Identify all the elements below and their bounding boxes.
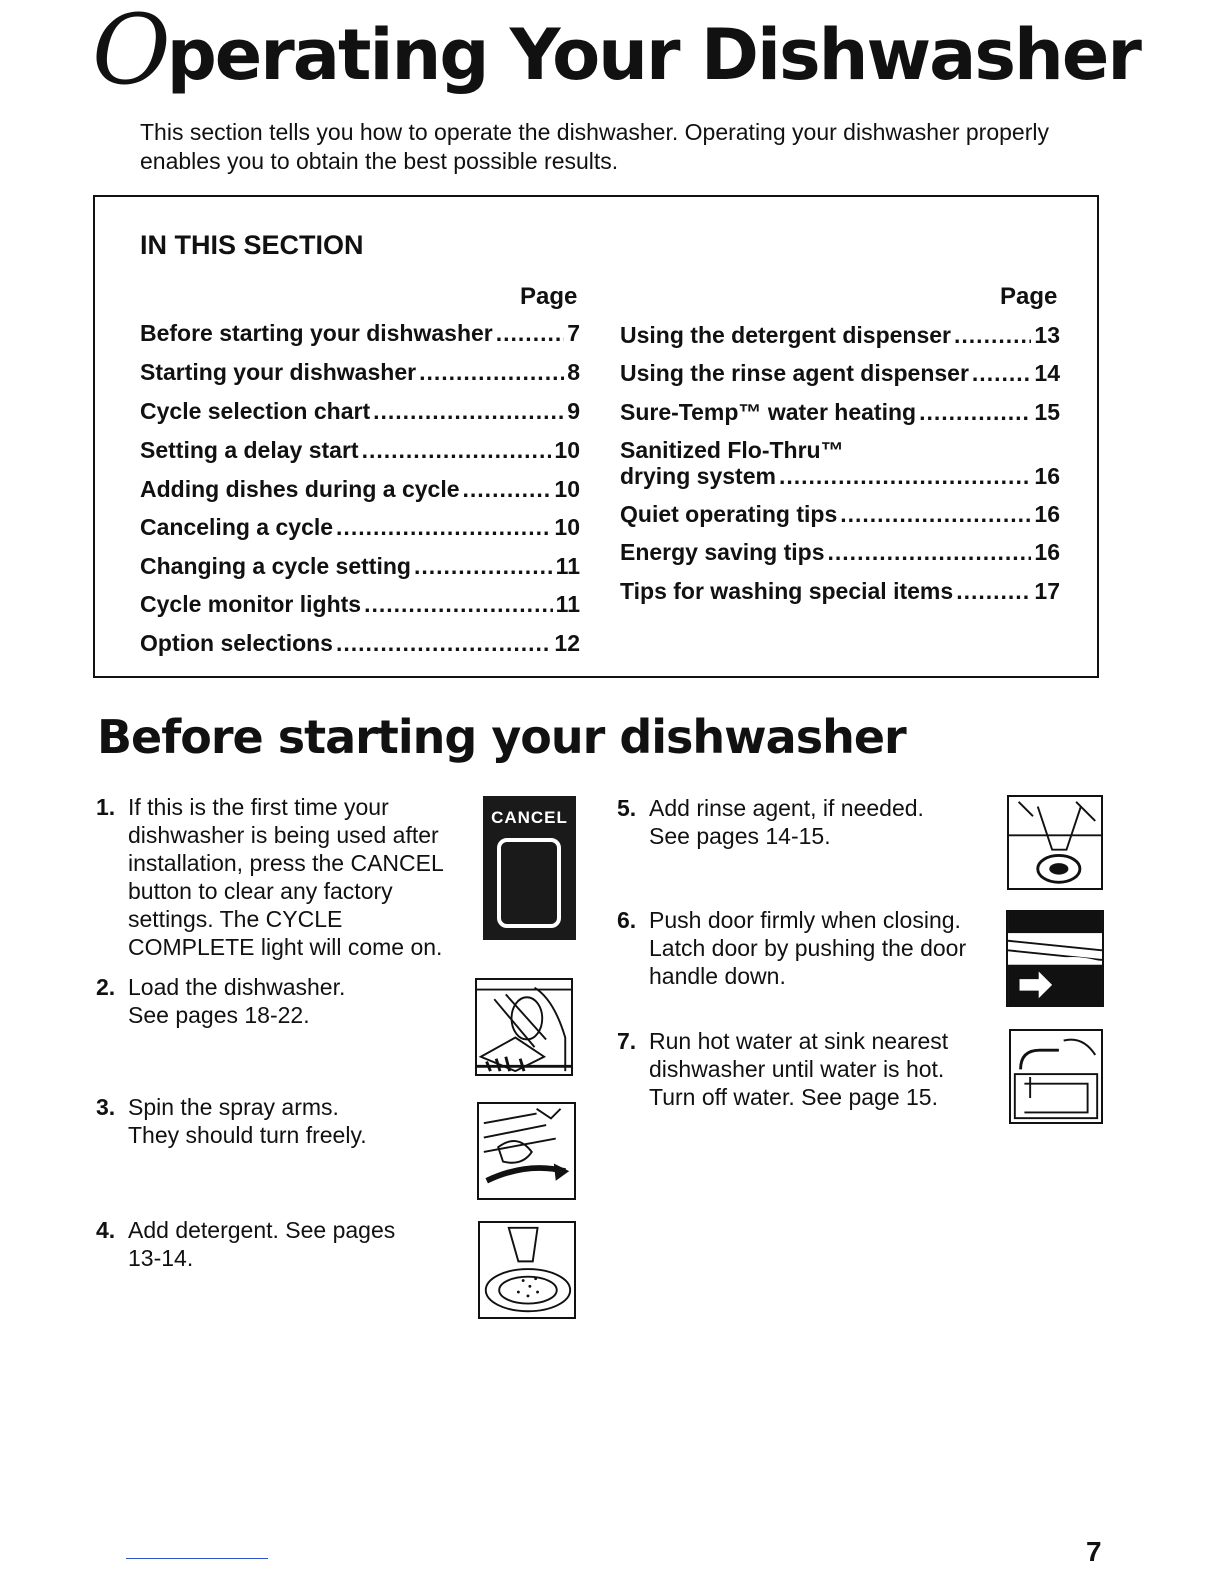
step-5 (617, 794, 997, 854)
hot-water-faucet-icon (1009, 1029, 1103, 1124)
step-line: settings. The CYCLE (128, 906, 343, 932)
toc-entry-label: Setting a delay start (140, 437, 359, 463)
step-line: Add rinse agent, if needed. (649, 795, 924, 821)
toc-entry-label: Cycle selection chart (140, 398, 371, 424)
step-number: 4. (96, 1217, 116, 1243)
toc-entry[interactable] (140, 437, 580, 463)
toc-entry[interactable] (140, 398, 580, 424)
rinse-agent-icon (1007, 795, 1103, 890)
step-1 (96, 793, 476, 963)
toc-entry-label-continued: drying system (620, 463, 776, 489)
toc-entry-label: Sure-Temp™ water heating (620, 399, 917, 425)
page-title (92, 0, 1140, 106)
step-6 (617, 906, 1002, 996)
toc-entry-page: 8 (567, 359, 580, 385)
step-line: If this is the first time your (128, 794, 389, 820)
toc-entry[interactable] (620, 578, 1060, 604)
toc-entry-label: Starting your dishwasher (140, 359, 417, 385)
cancel-button-label: CANCEL (491, 808, 568, 827)
toc-entry-label: Using the rinse agent dispenser (620, 360, 969, 386)
toc-entry-page: 16 (1034, 501, 1060, 527)
toc-entry[interactable] (620, 539, 1060, 565)
toc-entry[interactable] (620, 399, 1060, 425)
toc-entry[interactable] (620, 360, 1060, 386)
toc-entry[interactable] (140, 553, 580, 579)
step-line: handle down. (649, 963, 786, 989)
toc-entry-label: Canceling a cycle (140, 514, 334, 540)
toc-entry-page: 12 (554, 630, 580, 656)
toc-entry[interactable] (620, 437, 1060, 489)
toc-entry[interactable] (620, 501, 1060, 527)
toc-entry-label: Energy saving tips (620, 539, 825, 565)
toc-entry-page: 10 (554, 514, 580, 540)
title-drop-cap: O (92, 0, 171, 106)
step-line: 13-14. (128, 1245, 194, 1271)
step-line: See pages 18-22. (128, 1002, 310, 1028)
toc-entry-page: 11 (555, 553, 580, 579)
step-line: dishwasher is being used after (128, 822, 439, 848)
toc-entry-label: Changing a cycle setting (140, 553, 411, 579)
toc-entry-label: Option selections (140, 630, 333, 656)
toc-entry-page: 9 (567, 398, 580, 424)
toc-entry-page: 11 (555, 591, 580, 617)
step-number: 7. (617, 1028, 637, 1054)
toc-entry[interactable] (140, 514, 580, 540)
toc-entry[interactable] (140, 630, 580, 656)
toc-entry-page: 17 (1034, 578, 1060, 604)
step-number: 1. (96, 794, 116, 820)
step-line: Add detergent. See pages (128, 1217, 396, 1243)
toc-entry-page: 7 (567, 320, 580, 346)
detergent-icon (478, 1221, 576, 1319)
toc-right-page-header: Page (1000, 283, 1058, 310)
step-4 (96, 1216, 456, 1276)
step-line: dishwasher until water is hot. (649, 1056, 945, 1082)
toc-entry-label: Quiet operating tips (620, 501, 838, 527)
step-line: COMPLETE light will come on. (128, 934, 443, 960)
step-line: Turn off water. See page 15. (649, 1084, 938, 1110)
step-line: Load the dishwasher. (128, 974, 346, 1000)
step-line: Latch door by pushing the door (649, 935, 967, 961)
title-text: perating Your Dishwasher (166, 14, 1140, 96)
toc-entry-page: 15 (1034, 399, 1060, 425)
door-latch-icon (1006, 910, 1104, 1007)
page-number: 7 (1086, 1536, 1102, 1567)
toc-entry-label: Using the detergent dispenser (620, 322, 952, 348)
toc-entry[interactable] (140, 591, 580, 617)
step-number: 3. (96, 1094, 116, 1120)
toc-entry-page: 10 (554, 476, 580, 502)
toc-entry-page: 16 (1034, 463, 1060, 489)
step-line: Run hot water at sink nearest (649, 1028, 949, 1054)
step-number: 6. (617, 907, 637, 933)
step-line: See pages 14-15. (649, 823, 831, 849)
step-line: installation, press the CANCEL (128, 850, 444, 876)
step-number: 2. (96, 974, 116, 1000)
step-3 (96, 1093, 456, 1153)
step-line: button to clear any factory (128, 878, 393, 904)
section-title: Before starting your dishwasher (97, 710, 906, 764)
loading-dishes-icon (475, 978, 573, 1076)
step-line: They should turn freely. (128, 1122, 367, 1148)
step-line: Spin the spray arms. (128, 1094, 339, 1120)
toc-entry-page: 16 (1034, 539, 1060, 565)
toc-entry-label: Adding dishes during a cycle (140, 476, 460, 502)
toc-entry[interactable] (140, 359, 580, 385)
footer-rule (126, 1558, 268, 1559)
toc-left-page-header: Page (520, 283, 578, 310)
toc-entry[interactable] (140, 476, 580, 502)
intro-paragraph: This section tells you how to operate the dishwasher. Operating your dishwasher properly enables you to obtain the best possible results. (140, 119, 1049, 174)
step-7 (617, 1027, 1002, 1117)
toc-entry[interactable] (140, 320, 580, 346)
step-2 (96, 973, 456, 1033)
toc-entry-page: 14 (1034, 360, 1060, 386)
toc-entry-label: Sanitized Flo-Thru™ (620, 437, 844, 463)
toc-entry-label: Before starting your dishwasher (140, 320, 493, 346)
toc-entry-label: Tips for washing special items (620, 578, 954, 604)
toc-entry[interactable] (620, 322, 1060, 348)
spray-arm-icon (477, 1102, 576, 1200)
step-line: Push door firmly when closing. (649, 907, 961, 933)
step-number: 5. (617, 795, 637, 821)
toc-entry-label: Cycle monitor lights (140, 591, 362, 617)
cancel-key-outline (497, 838, 561, 928)
toc-heading: IN THIS SECTION (140, 230, 364, 260)
toc-entry-page: 13 (1034, 322, 1060, 348)
toc-entry-page: 10 (554, 437, 580, 463)
